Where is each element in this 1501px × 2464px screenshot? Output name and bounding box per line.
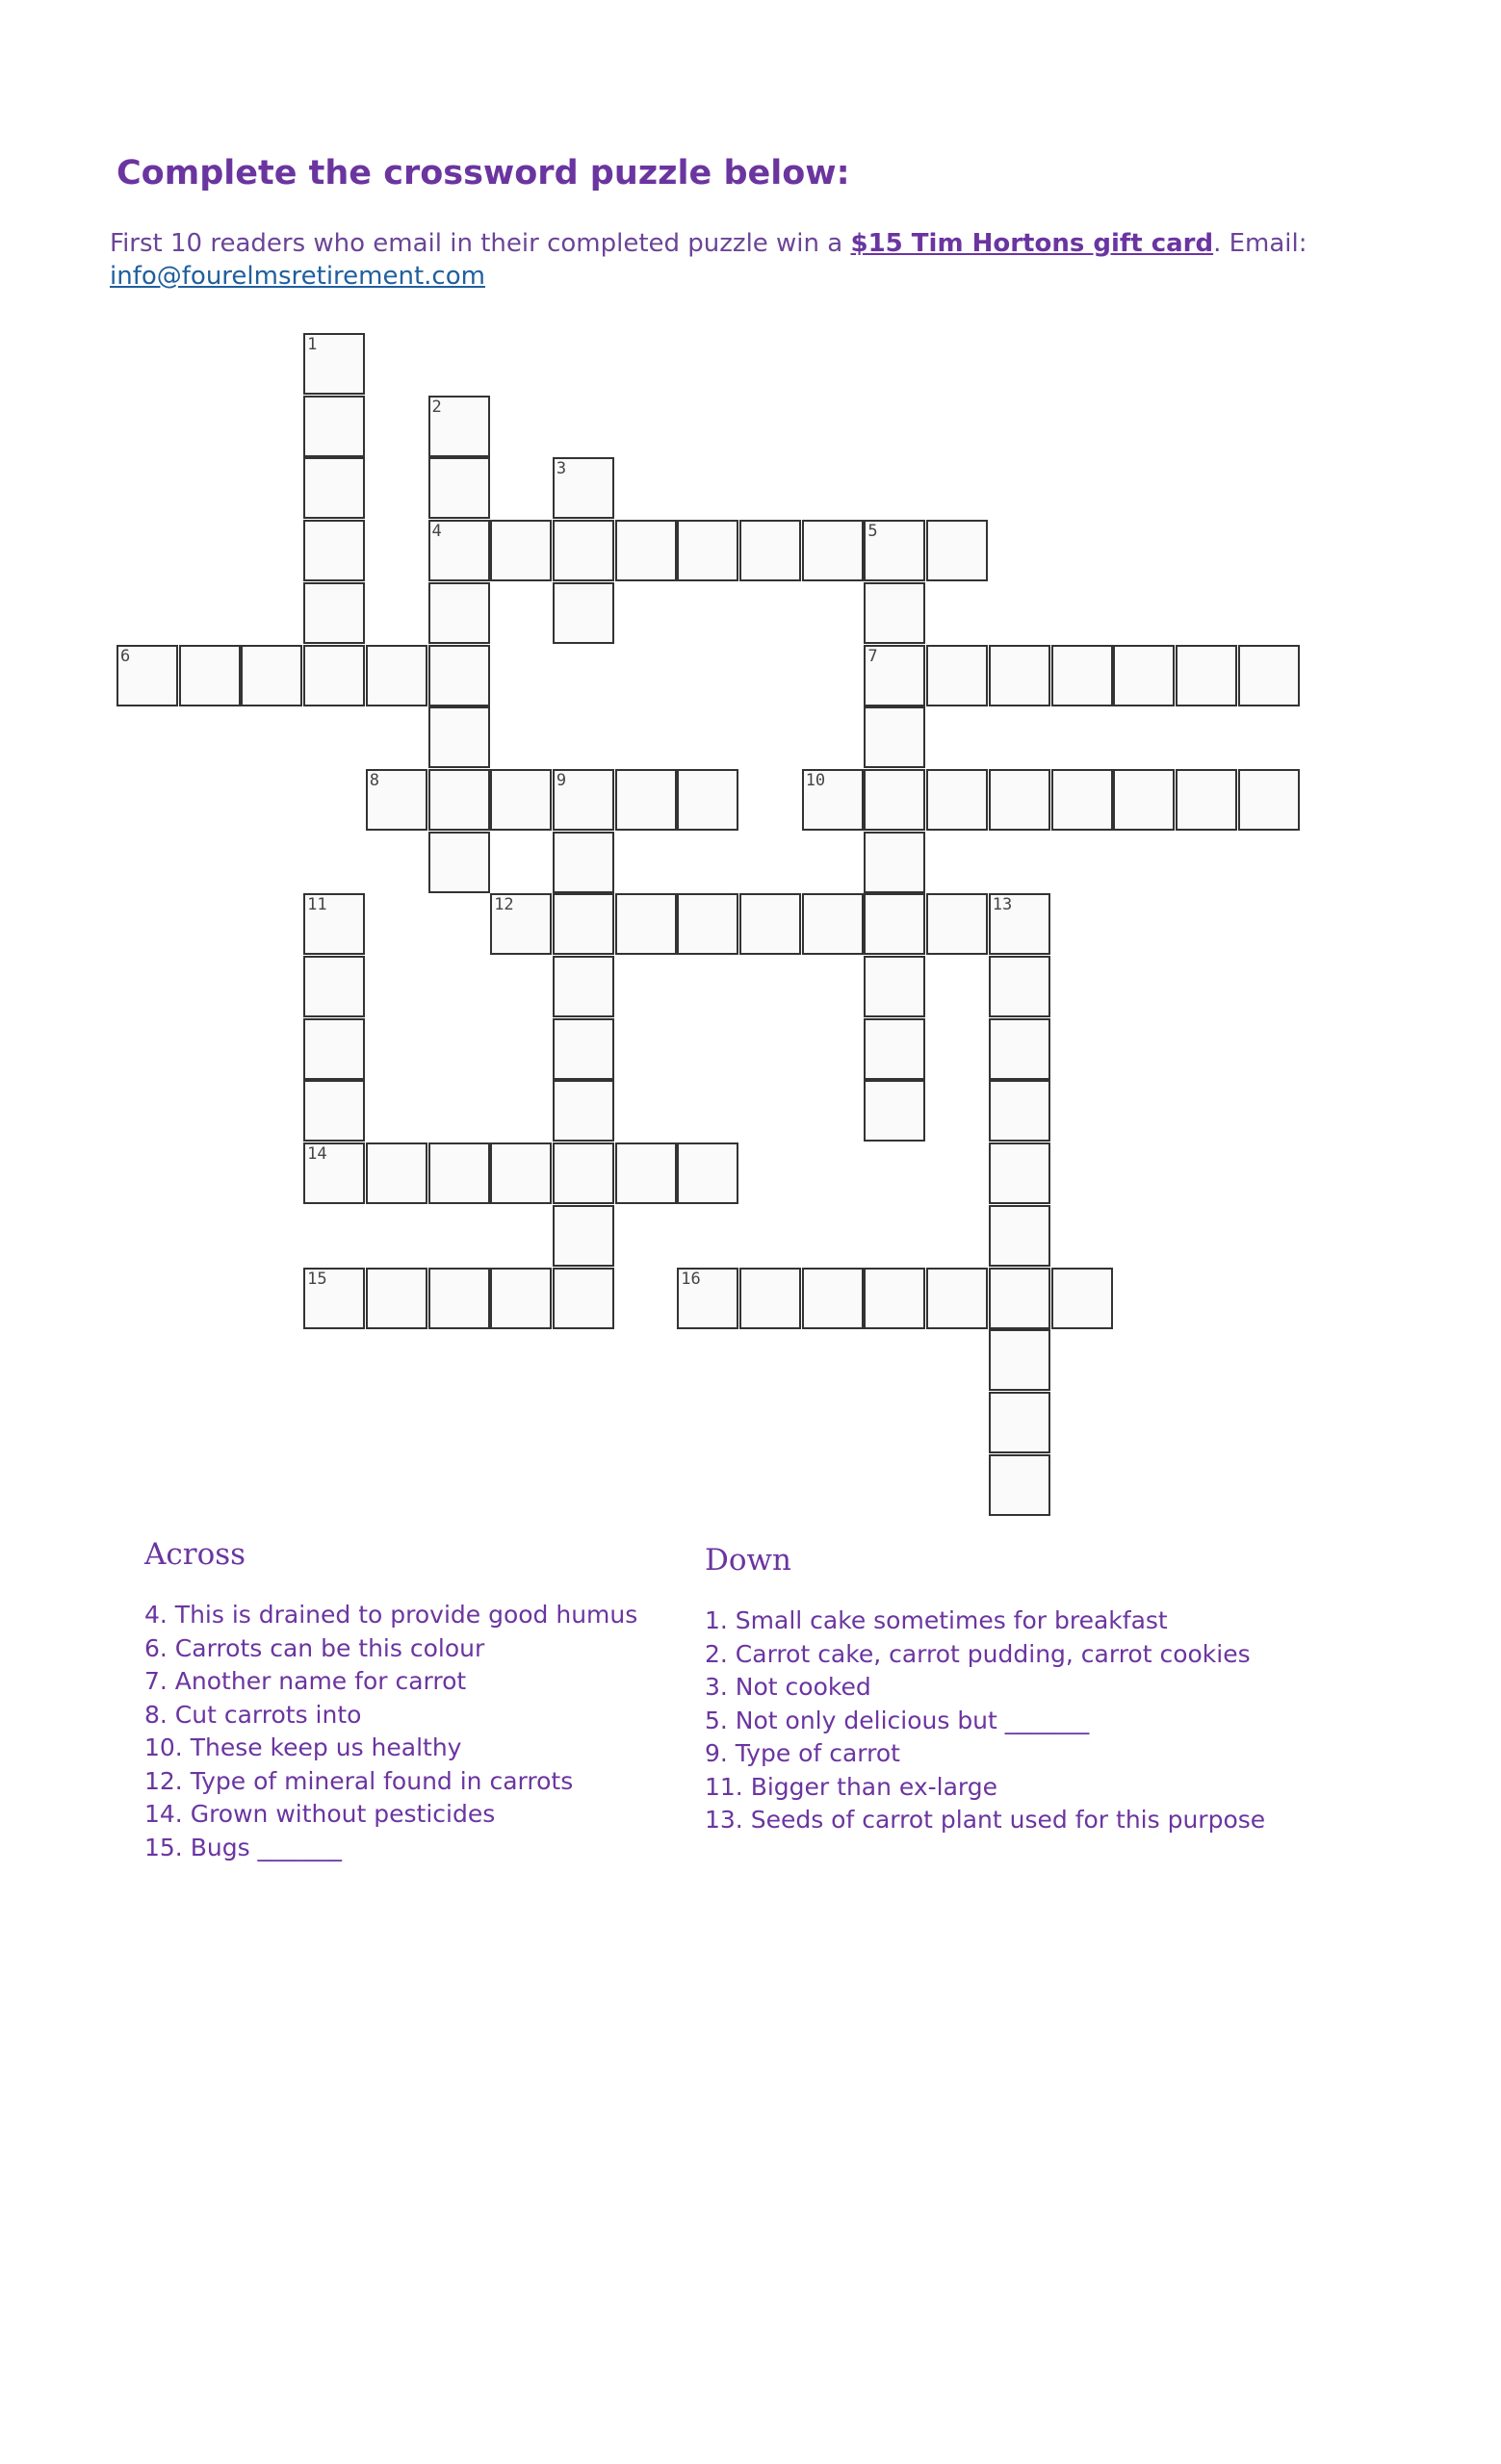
across-clues: [144, 1599, 637, 1864]
crossword-cell[interactable]: [553, 832, 614, 893]
crossword-cell[interactable]: [989, 1392, 1050, 1453]
clue-number: 3: [556, 459, 567, 479]
crossword-cell[interactable]: [241, 645, 302, 706]
crossword-cell[interactable]: [1113, 769, 1175, 831]
crossword-cell[interactable]: [926, 520, 988, 581]
crossword-cell[interactable]: [615, 769, 677, 831]
crossword-cell[interactable]: [802, 1268, 864, 1329]
clue-number: 10: [805, 770, 826, 790]
clue-number: 4: [431, 522, 442, 542]
clue-number: 6: [120, 646, 131, 666]
crossword-cell[interactable]: [989, 1142, 1050, 1204]
crossword-cell[interactable]: [677, 520, 738, 581]
crossword-cell[interactable]: [428, 769, 490, 831]
crossword-cell[interactable]: [864, 582, 925, 644]
crossword-cell[interactable]: [428, 457, 490, 519]
intro-text-after: . Email:: [1213, 229, 1307, 258]
crossword-cell[interactable]: [677, 769, 738, 831]
crossword-cell[interactable]: [989, 1268, 1050, 1329]
crossword-cell[interactable]: [864, 520, 925, 581]
crossword-cell[interactable]: [428, 645, 490, 706]
crossword-cell[interactable]: [677, 1268, 738, 1329]
clue-number: 9: [556, 770, 567, 790]
crossword-cell[interactable]: [1051, 645, 1113, 706]
down-clue: 11. Bigger than ex-large: [705, 1772, 998, 1801]
crossword-cell[interactable]: [303, 1018, 365, 1080]
crossword-cell[interactable]: [366, 645, 427, 706]
across-clue: 10. These keep us healthy: [144, 1733, 462, 1761]
crossword-cell[interactable]: [303, 582, 365, 644]
crossword-cell[interactable]: [926, 645, 988, 706]
crossword-cell[interactable]: [677, 1142, 738, 1204]
crossword-cell[interactable]: [428, 706, 490, 768]
crossword-cell[interactable]: [739, 893, 801, 955]
clue-number: 8: [369, 770, 380, 790]
clue-number: 12: [494, 895, 514, 915]
crossword-cell[interactable]: [366, 769, 427, 831]
crossword-cell[interactable]: [677, 893, 738, 955]
crossword-cell[interactable]: [490, 1268, 552, 1329]
crossword-cell[interactable]: [989, 769, 1050, 831]
across-clue: 14. Grown without pesticides: [144, 1800, 496, 1828]
crossword-cell[interactable]: [1051, 769, 1113, 831]
crossword-cell[interactable]: [864, 893, 925, 955]
clue-number: 11: [307, 895, 327, 915]
prize-link: $15 Tim Hortons gift card: [850, 229, 1214, 258]
crossword-cell[interactable]: [553, 1142, 614, 1204]
crossword-cell[interactable]: [116, 645, 178, 706]
crossword-cell[interactable]: [989, 1205, 1050, 1267]
crossword-cell[interactable]: [926, 769, 988, 831]
crossword-cell[interactable]: [428, 1142, 490, 1204]
down-clue: 2. Carrot cake, carrot pudding, carrot cookies: [705, 1639, 1251, 1668]
crossword-cell[interactable]: [366, 1268, 427, 1329]
crossword-cell[interactable]: [802, 893, 864, 955]
crossword-cell[interactable]: [553, 956, 614, 1017]
crossword-cell[interactable]: [303, 396, 365, 457]
crossword-cell[interactable]: [864, 1080, 925, 1142]
crossword-cell[interactable]: [1176, 645, 1237, 706]
across-clue: 6. Carrots can be this colour: [144, 1633, 485, 1662]
crossword-cell[interactable]: [303, 1080, 365, 1142]
down-clue: 13. Seeds of carrot plant used for this purpose: [705, 1806, 1266, 1834]
crossword-cell[interactable]: [179, 645, 241, 706]
down-clue: 9. Type of carrot: [705, 1739, 900, 1767]
crossword-cell[interactable]: [989, 1454, 1050, 1516]
clue-number: 7: [867, 646, 878, 666]
crossword-cell[interactable]: [303, 333, 365, 395]
crossword-cell[interactable]: [864, 706, 925, 768]
crossword-cell[interactable]: [615, 893, 677, 955]
crossword-cell[interactable]: [1238, 645, 1300, 706]
crossword-cell[interactable]: [428, 520, 490, 581]
crossword-cell[interactable]: [864, 645, 925, 706]
crossword-cell[interactable]: [802, 769, 864, 831]
crossword-cell[interactable]: [303, 1142, 365, 1204]
crossword-cell[interactable]: [989, 645, 1050, 706]
clue-number: 2: [431, 397, 442, 417]
across-clue: 15. Bugs _______: [144, 1833, 343, 1861]
down-heading: Down: [705, 1543, 792, 1578]
page-title: Complete the crossword puzzle below:: [116, 154, 850, 192]
crossword-cell[interactable]: [428, 832, 490, 893]
crossword-cell[interactable]: [739, 1268, 801, 1329]
crossword-cell[interactable]: [615, 1142, 677, 1204]
clue-number: 14: [307, 1144, 327, 1165]
across-clue: 7. Another name for carrot: [144, 1667, 467, 1695]
across-clue: 4. This is drained to provide good humus: [144, 1601, 638, 1629]
crossword-cell[interactable]: [864, 769, 925, 831]
crossword-cell[interactable]: [490, 769, 552, 831]
crossword-cell[interactable]: [926, 893, 988, 955]
crossword-cell[interactable]: [553, 582, 614, 644]
crossword-cell[interactable]: [989, 956, 1050, 1017]
crossword-cell[interactable]: [490, 893, 552, 955]
crossword-cell[interactable]: [553, 1268, 614, 1329]
crossword-cell[interactable]: [926, 1268, 988, 1329]
crossword-cell[interactable]: [428, 1268, 490, 1329]
crossword-cell[interactable]: [303, 956, 365, 1017]
down-clues: [705, 1604, 1265, 1837]
clue-number: 1: [307, 335, 318, 354]
crossword-cell[interactable]: [303, 520, 365, 581]
crossword-cell[interactable]: [366, 1142, 427, 1204]
crossword-cell[interactable]: [1176, 769, 1237, 831]
crossword-cell[interactable]: [553, 520, 614, 581]
clue-number: 13: [992, 895, 1013, 915]
crossword-cell[interactable]: [553, 893, 614, 955]
crossword-cell[interactable]: [553, 457, 614, 519]
down-clue: 1. Small cake sometimes for breakfast: [705, 1606, 1168, 1634]
clue-number: 5: [867, 522, 878, 542]
down-clue: 5. Not only delicious but _______: [705, 1706, 1090, 1734]
crossword-cell[interactable]: [1051, 1268, 1113, 1329]
across-clue: 12. Type of mineral found in carrots: [144, 1766, 574, 1795]
clue-number: 16: [681, 1269, 701, 1289]
crossword-cell[interactable]: [428, 582, 490, 644]
crossword-cell[interactable]: [802, 520, 864, 581]
crossword-cell[interactable]: [553, 1205, 614, 1267]
crossword-cell[interactable]: [615, 520, 677, 581]
crossword-cell[interactable]: [989, 1329, 1050, 1391]
across-heading: Across: [144, 1537, 246, 1572]
crossword-cell[interactable]: [490, 1142, 552, 1204]
crossword-cell[interactable]: [553, 769, 614, 831]
down-clue: 3. Not cooked: [705, 1673, 871, 1701]
crossword-cell[interactable]: [989, 1080, 1050, 1142]
crossword-cell[interactable]: [864, 956, 925, 1017]
crossword-cell[interactable]: [303, 457, 365, 519]
crossword-cell[interactable]: [989, 1018, 1050, 1080]
crossword-cell[interactable]: [1113, 645, 1175, 706]
clue-number: 15: [307, 1269, 327, 1289]
crossword-cell[interactable]: [739, 520, 801, 581]
crossword-cell[interactable]: [553, 1080, 614, 1142]
crossword-cell[interactable]: [864, 832, 925, 893]
crossword-cell[interactable]: [864, 1268, 925, 1329]
crossword-cell[interactable]: [864, 1018, 925, 1080]
crossword-cell[interactable]: [1238, 769, 1300, 831]
crossword-cell[interactable]: [553, 1018, 614, 1080]
intro-text: First 10 readers who email in their completed puzzle win a: [110, 229, 851, 258]
crossword-cell[interactable]: [428, 396, 490, 457]
crossword-cell[interactable]: [303, 1268, 365, 1329]
crossword-cell[interactable]: [303, 893, 365, 955]
across-clue: 8. Cut carrots into: [144, 1700, 362, 1729]
crossword-cell[interactable]: [490, 520, 552, 581]
email-link[interactable]: info@fourelmsretirement.com: [110, 262, 485, 291]
crossword-cell[interactable]: [303, 645, 365, 706]
crossword-cell[interactable]: [989, 893, 1050, 955]
